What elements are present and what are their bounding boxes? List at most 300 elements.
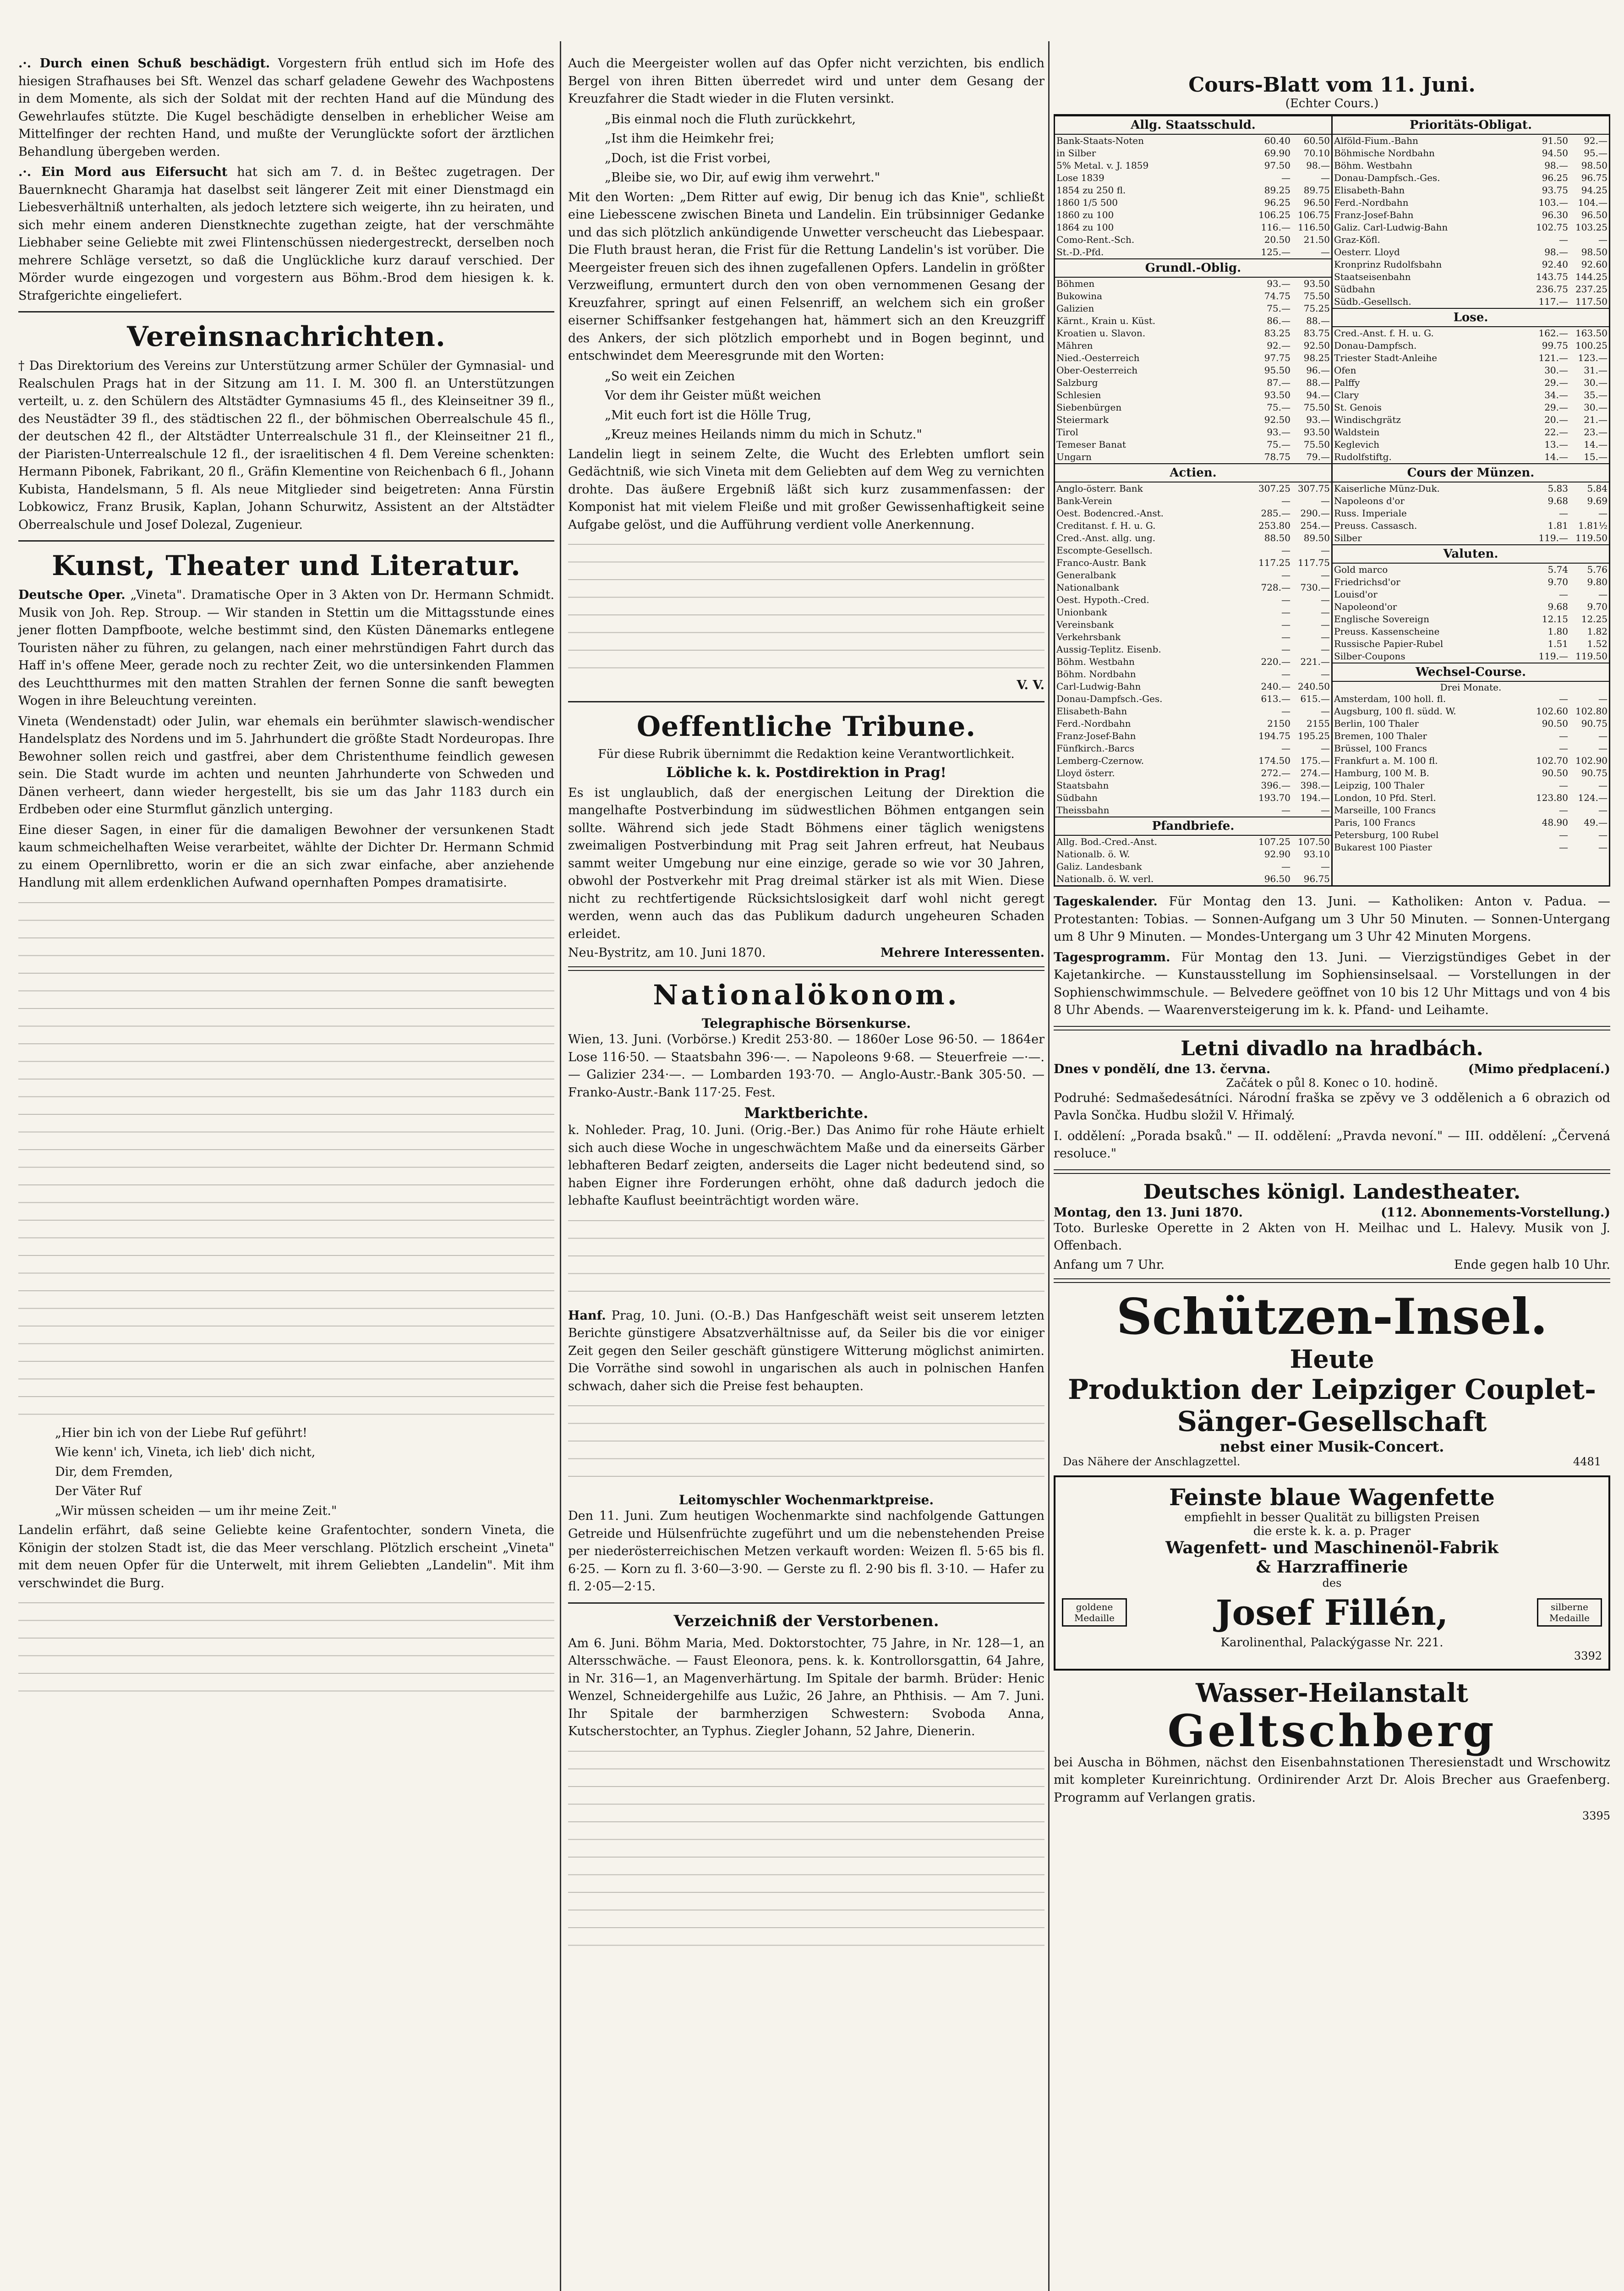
stock-money: — (1281, 594, 1290, 605)
stock-name: Cred.-Anst. allg. ung. (1056, 532, 1156, 543)
stock-name: Paris, 100 Francs (1334, 817, 1416, 828)
silver-medal-badge: silberne Medaille (1537, 1598, 1602, 1627)
telegraph-text: Wien, 13. Juni. (Vorbörse.) Kredit 253·80. — 1860er Lose 96·50. — 1864er Lose 116·50. — Staatsbahn 396·—. — Napoleons 9·68. — Steuerfreie —·—. — Galizier 234·—. — Lombarden 193·70. — Anglo-Austr.-Bank 305·50. — Franko-Austr.-Bank 117·25. Fest. (568, 1032, 1044, 1100)
stock-name: 1864 zu 100 (1056, 222, 1114, 233)
stock-ware: — (1321, 545, 1330, 556)
stock-row (1333, 817, 1609, 829)
stock-ware: 104.— (1578, 197, 1608, 208)
stock-left (1055, 115, 1333, 885)
letni-play: Podruhé: Sedmašedesátníci. Národní fraška se zpěvy ve 3 oddělenich a 6 obrazich od Pavla Sončka. Hudbu složil V. Hřimalý. (1054, 1091, 1610, 1123)
stock-ware: 144.25 (1575, 271, 1608, 282)
schuetzen-note: Das Nähere der Anschlagzettel. (1063, 1455, 1241, 1468)
body-text-block (568, 1398, 1044, 1490)
stock-row (1333, 414, 1609, 426)
stock-money: 29.— (1544, 402, 1568, 413)
stock-subtable (1055, 135, 1331, 258)
stock-ware: 15.— (1584, 451, 1608, 462)
stock-ware: 9.80 (1587, 576, 1608, 587)
stock-ware: 98.50 (1581, 160, 1608, 171)
column-1 (18, 0, 554, 2291)
stock-row (1333, 576, 1609, 588)
stock-money: — (1281, 743, 1290, 754)
stock-row (1333, 482, 1609, 495)
cours-subtitle: (Echter Cours.) (1285, 97, 1379, 110)
stock-ware: — (1321, 861, 1330, 872)
review-signature: V. V. (1017, 678, 1044, 692)
stock-row (1055, 619, 1331, 631)
stock-section-head: Wechsel-Course. (1333, 663, 1609, 682)
stock-ware: 75.50 (1303, 439, 1330, 450)
stock-row (1055, 184, 1331, 197)
poem-line: „Kreuz meines Heilands nimm du mich in Schutz." (605, 428, 922, 442)
stock-ware: — (1598, 743, 1608, 754)
stock-money: — (1559, 829, 1568, 840)
stock-ware: 2155 (1307, 718, 1330, 729)
stock-name: 1860 1/5 500 (1056, 197, 1118, 208)
stock-name: Cred.-Anst. f. H. u. G. (1334, 328, 1434, 339)
stock-name: Preuss. Kassenscheine (1334, 626, 1440, 637)
stock-name: Böhm. Westbahn (1334, 160, 1412, 171)
stock-money: 92.50 (1264, 414, 1290, 425)
stock-name: Creditanst. f. H. u. G. (1056, 520, 1156, 531)
stock-section-head: Cours der Münzen. (1333, 463, 1609, 482)
stock-name: Lose 1839 (1056, 172, 1105, 183)
stock-name: Napoleons d'or (1334, 495, 1405, 506)
landes-date-row (1054, 1206, 1610, 1220)
section-title-tribune: Oeffentliche Tribune. (636, 710, 976, 743)
tageskalender-text: Für Montag den 13. Juni. — Katholiken: Anton v. Padua. — Protestanten: Tobias. — Sonnen-Aufgang um 3 Uhr 50 Minuten. — Sonnen-Untergang um 8 Uhr 9 Minuten. — Mondes-Untergang um 3 Uhr 42 Minuten Morgens. (1054, 894, 1610, 944)
stock-money: 92.— (1267, 340, 1290, 351)
stock-row (1055, 848, 1331, 860)
stock-money: — (1281, 495, 1290, 506)
stock-name: Elisabeth-Bahn (1056, 706, 1127, 717)
stock-name: Louisd'or (1334, 589, 1378, 600)
section-title-vereinsnachrichten: Vereinsnachrichten. (127, 321, 446, 353)
stock-row (1055, 495, 1331, 507)
stock-name: Silber (1334, 532, 1362, 543)
section-title-kunst: Kunst, Theater und Literatur. (52, 550, 521, 582)
wagen-line-4: & Harzraffinerie (1256, 1557, 1408, 1577)
wagenfette-ad (1054, 1475, 1610, 1671)
oper-review (18, 586, 554, 710)
stock-ware: 96.50 (1303, 197, 1330, 208)
stock-row (1333, 829, 1609, 841)
stock-ware: — (1321, 805, 1330, 816)
stock-row (1055, 135, 1331, 147)
stock-money: 29.— (1544, 377, 1568, 388)
stock-money: 93.75 (1542, 185, 1568, 196)
stock-money: 117.— (1538, 296, 1568, 307)
stock-money: 1.80 (1547, 626, 1568, 637)
stock-name: Bukowina (1056, 290, 1103, 301)
body-text-block (568, 1213, 1044, 1304)
vineta-cont: Auch die Meergeister wollen auf das Opfer nicht verzichten, bis endlich Bergel von ihren Bitten überredet wird und unter dem Gesang der Kreuzfahrer die Stadt wieder in die Fluten versinkt. (568, 56, 1044, 106)
poem-block-2 (568, 111, 1044, 187)
stock-money: — (1281, 607, 1290, 618)
divider (568, 966, 1044, 971)
stock-ware: — (1321, 594, 1330, 605)
stock-name: Petersburg, 100 Rubel (1334, 829, 1439, 840)
divider (1054, 1169, 1610, 1174)
stock-row (1333, 451, 1609, 463)
stock-name: Kaiserliche Münz-Duk. (1334, 483, 1440, 494)
stock-money: — (1559, 743, 1568, 754)
stock-name: St.-D.-Pfd. (1056, 247, 1104, 258)
tageskalender (1054, 893, 1610, 946)
stock-name: Temeser Banat (1056, 439, 1126, 450)
stock-ware: 9.70 (1587, 601, 1608, 612)
stock-row (1055, 643, 1331, 656)
stock-ware: 94.— (1306, 389, 1330, 400)
stock-name: Donau-Dampfsch. (1334, 340, 1417, 351)
stock-ware: 194.— (1300, 792, 1330, 803)
stock-section-head: Allg. Staatsschuld. (1055, 115, 1331, 135)
divider (1054, 1026, 1610, 1030)
stock-ware: 95.— (1584, 148, 1608, 159)
stock-ware: 14.— (1584, 439, 1608, 450)
stock-ware: — (1598, 589, 1608, 600)
stock-row (1333, 364, 1609, 377)
stock-row (1333, 718, 1609, 730)
stock-money: 34.— (1544, 389, 1568, 400)
tribune-heading: Löbliche k. k. Postdirektion in Prag! (666, 764, 946, 781)
stock-name: Marseille, 100 Francs (1334, 805, 1436, 816)
stock-ware: 88.— (1306, 377, 1330, 388)
stock-ware: 398.— (1300, 780, 1330, 791)
stock-money: 92.90 (1264, 849, 1290, 860)
section-title-oekonom: Nationalökonom. (653, 979, 960, 1011)
stock-ware: 93.— (1306, 414, 1330, 425)
tribune-sign: Mehrere Interessenten. (880, 946, 1044, 960)
stock-name: Napoleond'or (1334, 601, 1397, 612)
stock-ware: 96.75 (1303, 873, 1330, 884)
stock-row (1055, 290, 1331, 302)
stock-ware: — (1321, 743, 1330, 754)
stock-row (1055, 742, 1331, 755)
stock-name: Ferd.-Nordbahn (1056, 718, 1131, 729)
tagesprogramm-head: Tagesprogramm. (1054, 950, 1170, 965)
news-item-2 (18, 164, 554, 305)
stock-ware: 92.50 (1303, 340, 1330, 351)
stock-row (1333, 271, 1609, 283)
stock-row (1055, 779, 1331, 792)
stock-name: Tirol (1056, 427, 1078, 438)
stock-money: 93.50 (1264, 389, 1290, 400)
stock-ware: 175.— (1300, 755, 1330, 766)
stock-ware: — (1321, 247, 1330, 258)
stock-name: Ober-Oesterreich (1056, 365, 1138, 376)
stock-table (1054, 114, 1610, 887)
stock-ware: 106.75 (1298, 209, 1330, 220)
stock-name: in Silber (1056, 148, 1096, 159)
stock-name: Preuss. Cassasch. (1334, 520, 1417, 531)
stock-money: 102.70 (1536, 755, 1568, 766)
stock-row (1055, 401, 1331, 414)
wagen-title: Feinste blaue Wagenfette (1169, 1483, 1495, 1511)
stock-name: Galizien (1056, 303, 1094, 314)
stock-row (1333, 779, 1609, 792)
wasser-title: Wasser-Heilanstalt (1196, 1677, 1468, 1708)
stock-row (1055, 792, 1331, 804)
stock-ware: 163.50 (1575, 328, 1608, 339)
stock-ware: — (1321, 570, 1330, 581)
stock-name: Mähren (1056, 340, 1093, 351)
stock-row (1055, 327, 1331, 340)
schuetzen-line-2: Sänger-Gesellschaft (1177, 1405, 1487, 1438)
stock-row (1333, 625, 1609, 638)
stock-name: Friedrichsd'or (1334, 576, 1400, 587)
news-item-1-text: Vorgestern früh entlud sich im Hofe des hiesigen Strafhauses bei Sft. Wenzel das scharf geladene Gewehr des Wachpostens in dem Momente, als sich der Soldat mit der rechten Hand auf die Mündung des Gewehrlaufes stützte. Die Kugel beschädigte denselben in erheblicher Weise am Mittelfinger der rechten Hand, und mußte der Verunglückte sofort der ärztlichen Behandlung übergeben werden. (18, 56, 554, 159)
stock-row (1333, 283, 1609, 296)
stock-name: Frankfurt a. M. 100 fl. (1334, 755, 1438, 766)
stock-money: 93.— (1267, 427, 1290, 438)
stock-money: 75.— (1267, 303, 1290, 314)
stock-row (1055, 532, 1331, 544)
landes-play: Toto. Burleske Operette in 2 Akten von H. Meilhac und L. Halevy. Musik von J. Offenbach. (1054, 1221, 1610, 1253)
stock-ware: 1.81½ (1578, 520, 1608, 531)
stock-row (1055, 606, 1331, 619)
stock-name: Böhmen (1056, 278, 1095, 289)
stock-ware: — (1321, 706, 1330, 717)
stock-ware: 254.— (1300, 520, 1330, 531)
stock-row (1333, 650, 1609, 663)
stock-name: Leipzig, 100 Thaler (1334, 780, 1425, 791)
stock-section-head: Grundl.-Oblig. (1055, 258, 1331, 278)
poem-line: „Ist ihm die Heimkehr frei; (605, 132, 775, 146)
stock-name: Südb.-Gesellsch. (1334, 296, 1411, 307)
stock-ware: — (1321, 631, 1330, 642)
stock-ware: 35.— (1584, 389, 1608, 400)
stock-name: Steiermark (1056, 414, 1109, 425)
stock-ware: 90.75 (1581, 767, 1608, 778)
stock-name: Brüssel, 100 Francs (1334, 743, 1427, 754)
geltschberg-title: Geltschberg (1167, 1705, 1497, 1757)
stock-name: Franco-Austr. Bank (1056, 557, 1146, 568)
geltschberg-number: 3395 (1582, 1809, 1610, 1822)
stock-ware: 103.25 (1575, 222, 1608, 233)
stock-row (1055, 197, 1331, 209)
stock-row (1055, 804, 1331, 817)
poem-line: „So weit ein Zeichen (605, 369, 735, 384)
landes-time-row (1054, 1258, 1610, 1272)
stock-row (1333, 792, 1609, 804)
stock-row (1055, 680, 1331, 693)
stock-ware: 102.90 (1575, 755, 1608, 766)
stock-money: — (1559, 730, 1568, 741)
stock-row (1333, 197, 1609, 209)
stock-money: 20.— (1544, 414, 1568, 425)
stock-row (1055, 631, 1331, 643)
stock-row (1055, 246, 1331, 258)
stock-name: Galiz. Landesbank (1056, 861, 1142, 872)
stock-money: 107.25 (1258, 836, 1290, 847)
stock-money: 90.50 (1542, 718, 1568, 729)
stock-money: 97.75 (1264, 352, 1290, 363)
stock-ware: — (1598, 805, 1608, 816)
stock-ware: 92.60 (1581, 259, 1608, 270)
stock-ware: 93.50 (1303, 427, 1330, 438)
landes-title: Deutsches königl. Landestheater. (1143, 1180, 1521, 1204)
stock-name: Russische Papier-Rubel (1334, 638, 1444, 649)
stock-ware: 119.50 (1575, 532, 1608, 543)
stock-name: Bank-Staats-Noten (1056, 135, 1144, 146)
stock-right (1333, 115, 1609, 885)
wechsel-sub: Drei Monate. (1440, 682, 1502, 693)
stock-name: Nationalb. ö. W. (1056, 849, 1130, 860)
stock-money: 96.25 (1542, 172, 1568, 183)
stock-ware: 1.82 (1587, 626, 1608, 637)
stock-ware: 5.76 (1587, 564, 1608, 575)
wagen-company-name: Josef Fillén, (1215, 1592, 1449, 1633)
letni-title: Letni divadlo na hradbách. (1181, 1036, 1483, 1060)
leit-text: Den 11. Juni. Zum heutigen Wochenmarkte sind nachfolgende Gattungen Getreide und Hülsenfrüchte zugeführt und um die nebenstehenden Preise per niederösterreichischen Metzen verkauft worden: Weizen fl. 5·65 bis fl. 6·25. — Korn zu fl. 3·60—3·90. — Gerste zu fl. 2·90 bis fl. 3·10. — Hafer zu fl. 2·05—2·15. (568, 1509, 1044, 1594)
stock-ware: — (1598, 842, 1608, 853)
stock-name: Franz-Josef-Bahn (1334, 209, 1414, 220)
stock-money: 728.— (1261, 582, 1290, 593)
stock-name: Böhmische Nordbahn (1334, 148, 1435, 159)
stock-row (1055, 451, 1331, 463)
stock-ware: 100.25 (1575, 340, 1608, 351)
stock-ware: 9.69 (1587, 495, 1608, 506)
stock-money: 9.68 (1547, 495, 1568, 506)
stock-money: 12.15 (1542, 614, 1568, 625)
stock-name: Waldstein (1334, 427, 1380, 438)
stock-ware: 75.50 (1303, 402, 1330, 413)
stock-money: 220.— (1261, 656, 1290, 667)
stock-subtable (1055, 278, 1331, 463)
stock-ware: 94.25 (1581, 185, 1608, 196)
wagen-line-2: die erste k. k. a. p. Prager (1253, 1524, 1411, 1538)
stock-row (1333, 327, 1609, 340)
stock-ware: 21.50 (1303, 234, 1330, 245)
vineta-cont-2: Mit den Worten: „Dem Ritter auf ewig, Dir benug ich das Knie", schließt eine Liebesscene zwischen Bineta und Landelin. Ein trübsinniger Gedanke und das sich plötzlich ankündigende Unwetter verscheucht das Liebespaar. Die Fluth braust heran, die Frist für die Rettung Landelin's ist vorüber. Die Meergeister freuen sich des ihnen zugefallenen Opfers. Landelin in größter Verzweiflung, ermuntert durch den von oben vernommenen Gesang der Kreuzfahrer, springt auf einen Felsenriff, an welchem sich ein großer eiserner Schiffsanker festgehangen hat, hämmert sich an den Kreuzgriff des Ankers, der sich plötzlich emporhebt und in Bogen beginnt, und entschwindet dem Meeresgrunde mit den Worten: (568, 190, 1044, 363)
poem-line: „Mit euch fort ist die Hölle Trug, (605, 408, 811, 422)
stock-name: Allg. Bod.-Cred.-Anst. (1056, 836, 1158, 847)
landes-end: Ende gegen halb 10 Uhr. (1454, 1257, 1610, 1272)
stock-row (1333, 340, 1609, 352)
news-item-2-head: .·. Ein Mord aus Eifersucht (18, 165, 228, 179)
stock-name: Donau-Dampfsch.-Ges. (1334, 172, 1440, 183)
divider (568, 701, 1044, 702)
body-text-block (18, 1595, 554, 1705)
stock-row (1333, 705, 1609, 718)
stock-name: Siebenbürgen (1056, 402, 1122, 413)
stock-money: 9.70 (1547, 576, 1568, 587)
stock-money: — (1281, 172, 1290, 183)
stock-row (1333, 426, 1609, 438)
stock-row (1055, 172, 1331, 184)
stock-money: 102.60 (1536, 706, 1568, 717)
stock-ware: — (1598, 693, 1608, 704)
stock-name: Oest. Hypoth.-Cred. (1056, 594, 1149, 605)
letni-date-row (1054, 1062, 1610, 1076)
divider (18, 540, 554, 542)
stock-money: 88.50 (1264, 532, 1290, 543)
stock-money: 92.40 (1542, 259, 1568, 270)
stock-ware: — (1321, 619, 1330, 630)
geltschberg-text: bei Auscha in Böhmen, nächst den Eisenbahnstationen Theresienstadt und Wrschowitz mit kompleter Kureinrichtung. Ordinirender Arzt Dr. Alois Brecher aus Graefenberg. Programm auf Verlangen gratis. (1054, 1755, 1610, 1805)
stock-money: 86.— (1267, 315, 1290, 326)
stock-section-head: Lose. (1333, 308, 1609, 327)
stock-money: — (1559, 842, 1568, 853)
stock-row (1333, 638, 1609, 650)
stock-name: Unionbank (1056, 607, 1107, 618)
stock-ware: 96.75 (1581, 172, 1608, 183)
column-2 (568, 0, 1044, 2291)
stock-row (1333, 693, 1609, 705)
landes-start: Anfang um 7 Uhr. (1054, 1257, 1165, 1272)
stock-money: — (1281, 570, 1290, 581)
letni-note: (Mimo předplacení.) (1468, 1062, 1610, 1076)
stock-money: 13.— (1544, 439, 1568, 450)
news-item-2-text: hat sich am 7. d. in Beštec zugetragen. Der Bauernknecht Gharamja hat daselbst seit längerer Zeit mit einer Dienstmagd ein Liebesverhältniß unterhalten, als jedoch letztere sich weigerte, ihn zu heiraten, und sich mehr einem anderen Dienstknechte zugethan zeigte, hat der verschmähte Liebhaber seine Geliebte mit zwei Flintenschüssen niedergestreckt, derselben noch mehrere Schläge versetzt, so daß die Unglückliche kurz darauf verschied. Der Mörder wurde eingezogen und vorgestern aus Böhm.-Brod dem hiesigen k. k. Strafgerichte eingeliefert. (18, 165, 554, 303)
stock-row (1055, 352, 1331, 364)
stock-row (1333, 377, 1609, 389)
stock-row (1055, 414, 1331, 426)
stock-name: Bukarest 100 Piaster (1334, 842, 1432, 853)
stock-money: 30.— (1544, 365, 1568, 376)
stock-name: Gold marco (1334, 564, 1388, 575)
stock-name: Berlin, 100 Thaler (1334, 718, 1419, 729)
stock-row (1333, 730, 1609, 742)
stock-row (1333, 234, 1609, 246)
stock-row (1333, 755, 1609, 767)
stock-section-head: Actien. (1055, 463, 1331, 482)
markt-heading: Marktberichte. (744, 1104, 869, 1122)
stock-ware: — (1598, 780, 1608, 791)
stock-ware: 23.— (1584, 427, 1608, 438)
stock-row (1333, 532, 1609, 544)
poem-line: „Bis einmal noch die Fluth zurückkehrt, (605, 112, 856, 126)
news-item-1 (18, 55, 554, 161)
tribune-footer (568, 946, 1044, 960)
stock-name: Theissbahn (1056, 805, 1110, 816)
stock-name: St. Genois (1334, 402, 1382, 413)
stock-money: 1.81 (1547, 520, 1568, 531)
stock-ware: 119.50 (1575, 651, 1608, 662)
poem-line: „Bleibe sie, wo Dir, auf ewig ihm verwehrt." (605, 170, 880, 185)
stock-row (1333, 135, 1609, 147)
stock-name: Franz-Josef-Bahn (1056, 730, 1136, 741)
vineta-text: Vineta (Wendenstadt) oder Julin, war ehemals ein berühmter slawisch-wendischer Handelsplatz des Nordens und im 5. Jahrhundert die größte Stadt Nordeuropas. Ihre Bewohner sollen reich und gastfrei, aber dem Christenthume feindlich gewesen sein. Die Stadt wurde im achten und neunten Jahrhunderte von Schweden und Dänen verheert, dann wieder hergestellt, bis sie um das Jahr 1183 durch ein Erdbeben oder eine Sturmflut gänzlich unterging. (18, 714, 554, 817)
stock-subtable (1333, 327, 1609, 463)
verstorbene-text: Am 6. Juni. Böhm Maria, Med. Doktorstochter, 75 Jahre, in Nr. 128—1, an Altersschwäche. — Faust Eleonora, pens. k. k. Kontrollorsgattin, 64 Jahre, in Nr. 316—1, an Magenverhärtung. Im Spitale der barmh. Brüder: Henic Wenzel, Schneidergehilfe aus Lužic, 26 Jahre, an Phthisis. — Am 7. Juni. Ihr Spitale der barmherzigen Schwestern: Svoboda Anna, Kutscherstochter, an Typhus. Ziegler Johann, 52 Jahre, Dienerin. (568, 1636, 1044, 1738)
stock-ware: 117.75 (1298, 557, 1330, 568)
stock-money: 396.— (1261, 780, 1290, 791)
stock-ware: 98.— (1306, 160, 1330, 171)
stock-name: Ofen (1334, 365, 1356, 376)
stock-name: Como-Rent.-Sch. (1056, 234, 1135, 245)
stock-name: Staatsbahn (1056, 780, 1109, 791)
stock-ware: 96.50 (1581, 209, 1608, 220)
stock-ware: 240.50 (1298, 681, 1330, 692)
stock-ware: 30.— (1584, 402, 1608, 413)
stock-row (1055, 221, 1331, 234)
geltschberg-ad (1054, 1678, 1610, 1823)
landestheater-ad (1054, 1180, 1610, 1272)
stock-money: 78.75 (1264, 451, 1290, 462)
story-end: Landelin erfährt, daß seine Geliebte keine Grafentochter, sondern Vineta, die Königin der stolzen Stadt ist, die das Meer verschlang. Plötzlich erscheint „Vineta" mit dem neuen Opfer für die Unterwelt, mit ihrem Geliebten „Landelin". Mit ihm verschwindet die Burg. (18, 1523, 554, 1590)
stock-money: — (1281, 669, 1290, 680)
stock-name: Aussig-Teplitz. Eisenb. (1056, 644, 1161, 655)
stock-ware: 96.— (1306, 365, 1330, 376)
markt-text: k. Nohleder. Prag, 10. Juni. (Orig.-Ber.) Das Animo für rohe Häute erhielt sich auch diese Woche in ungeschwächtem Maße und da einerseits Gärber lebhafteren Bedarf zeigten, anderseits die Lager nicht bedeutend sind, so haben Eigner ihre Forderungen erhöht, ohne daß dadurch jedoch die lebhafte Kauflust beeinträchtigt worden wäre. (568, 1123, 1044, 1208)
stock-name: Amsterdam, 100 holl. fl. (1334, 693, 1446, 704)
stock-ware: — (1598, 234, 1608, 245)
stock-money: 14.— (1544, 451, 1568, 462)
stock-row (1055, 482, 1331, 495)
divider (18, 311, 554, 312)
